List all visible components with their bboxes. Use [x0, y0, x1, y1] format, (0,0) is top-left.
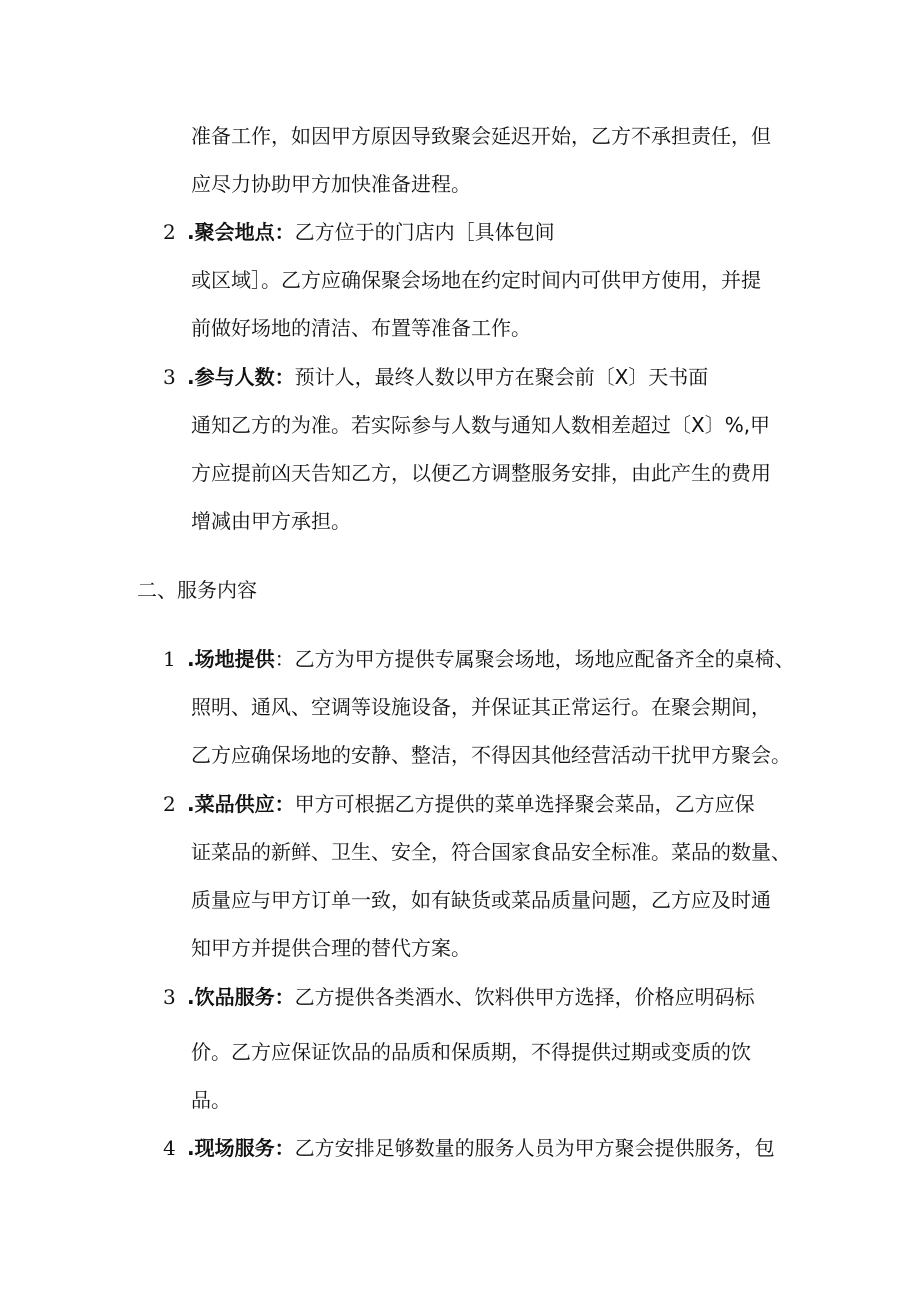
- clause-title: .参与人数：: [187, 365, 295, 389]
- paragraph-line: 知甲方并提供合理的替代方案。: [191, 936, 471, 960]
- clause-text: 乙方安排足够数量的服务人员为甲方聚会提供服务，包: [294, 1136, 775, 1160]
- paragraph-line: 准备工作，如因甲方原因导致聚会延迟开始，乙方不承担责任，但: [191, 124, 771, 148]
- paragraph-line: 应尽力协助甲方加快准备进程。: [191, 172, 471, 196]
- clause-text: 乙方位于的门店内［具体包间: [294, 220, 555, 244]
- paragraph-line: 乙方应确保场地的安静、整洁，不得因其他经营活动干扰甲方聚会。: [191, 743, 791, 767]
- clause-title: .饮品服务：: [187, 985, 295, 1009]
- paragraph-line: 证菜品的新鲜、卫生、安全，符合国家食品安全标准。菜品的数量、: [191, 840, 791, 864]
- clause-text: 甲方可根据乙方提供的菜单选择聚会菜品，乙方应保: [294, 792, 755, 816]
- paragraph-line: 质量应与甲方订单一致，如有缺货或菜品质量问题，乙方应及时通: [191, 888, 771, 912]
- clause-number: 4: [163, 1136, 176, 1160]
- paragraph-line: 增减由甲方承担。: [191, 509, 351, 533]
- clause-text: 预计人，最终人数以甲方在聚会前〔X〕天书面: [294, 365, 709, 389]
- clause-text: 乙方提供各类酒水、饮料供甲方选择，价格应明码标: [294, 985, 755, 1009]
- clause-first-line: [187, 646, 795, 672]
- clause-text: ：乙方为甲方提供专属聚会场地，场地应配备齐全的桌椅、: [274, 647, 795, 671]
- clause-title: .现场服务：: [187, 1136, 295, 1160]
- clause-number: 3: [163, 985, 176, 1009]
- paragraph-line: 价。乙方应保证饮品的品质和保质期，不得提供过期或变质的饮: [191, 1040, 751, 1064]
- clause-first-line: [187, 1135, 775, 1161]
- clause-first-line: [187, 984, 755, 1010]
- clause-number: 3: [163, 365, 176, 389]
- section-heading: 二、服务内容: [137, 578, 257, 602]
- clause-number: 1: [163, 647, 176, 671]
- clause-number: 2: [163, 220, 176, 244]
- paragraph-line: 或区域］。乙方应确保聚会场地在约定时间内可供甲方使用，并提: [191, 268, 761, 292]
- paragraph-line: 方应提前凶天告知乙方，以便乙方调整服务安排，由此产生的费用: [191, 461, 771, 485]
- paragraph-line: 前做好场地的清洁、布置等准备工作。: [191, 316, 531, 340]
- clause-first-line: [187, 791, 755, 817]
- clause-title: .场地提供: [187, 647, 275, 671]
- paragraph-line: 品。: [191, 1088, 231, 1112]
- clause-title: .菜品供应：: [187, 792, 295, 816]
- paragraph-line: 照明、通风、空调等设施设备，并保证其正常运行。在聚会期间，: [191, 695, 771, 719]
- clause-first-line: [187, 364, 708, 390]
- clause-number: 2: [163, 792, 176, 816]
- clause-first-line: [187, 219, 555, 245]
- paragraph-line: 通知乙方的为准。若实际参与人数与通知人数相差超过〔X〕%,甲: [191, 413, 771, 437]
- clause-title: .聚会地点：: [187, 220, 295, 244]
